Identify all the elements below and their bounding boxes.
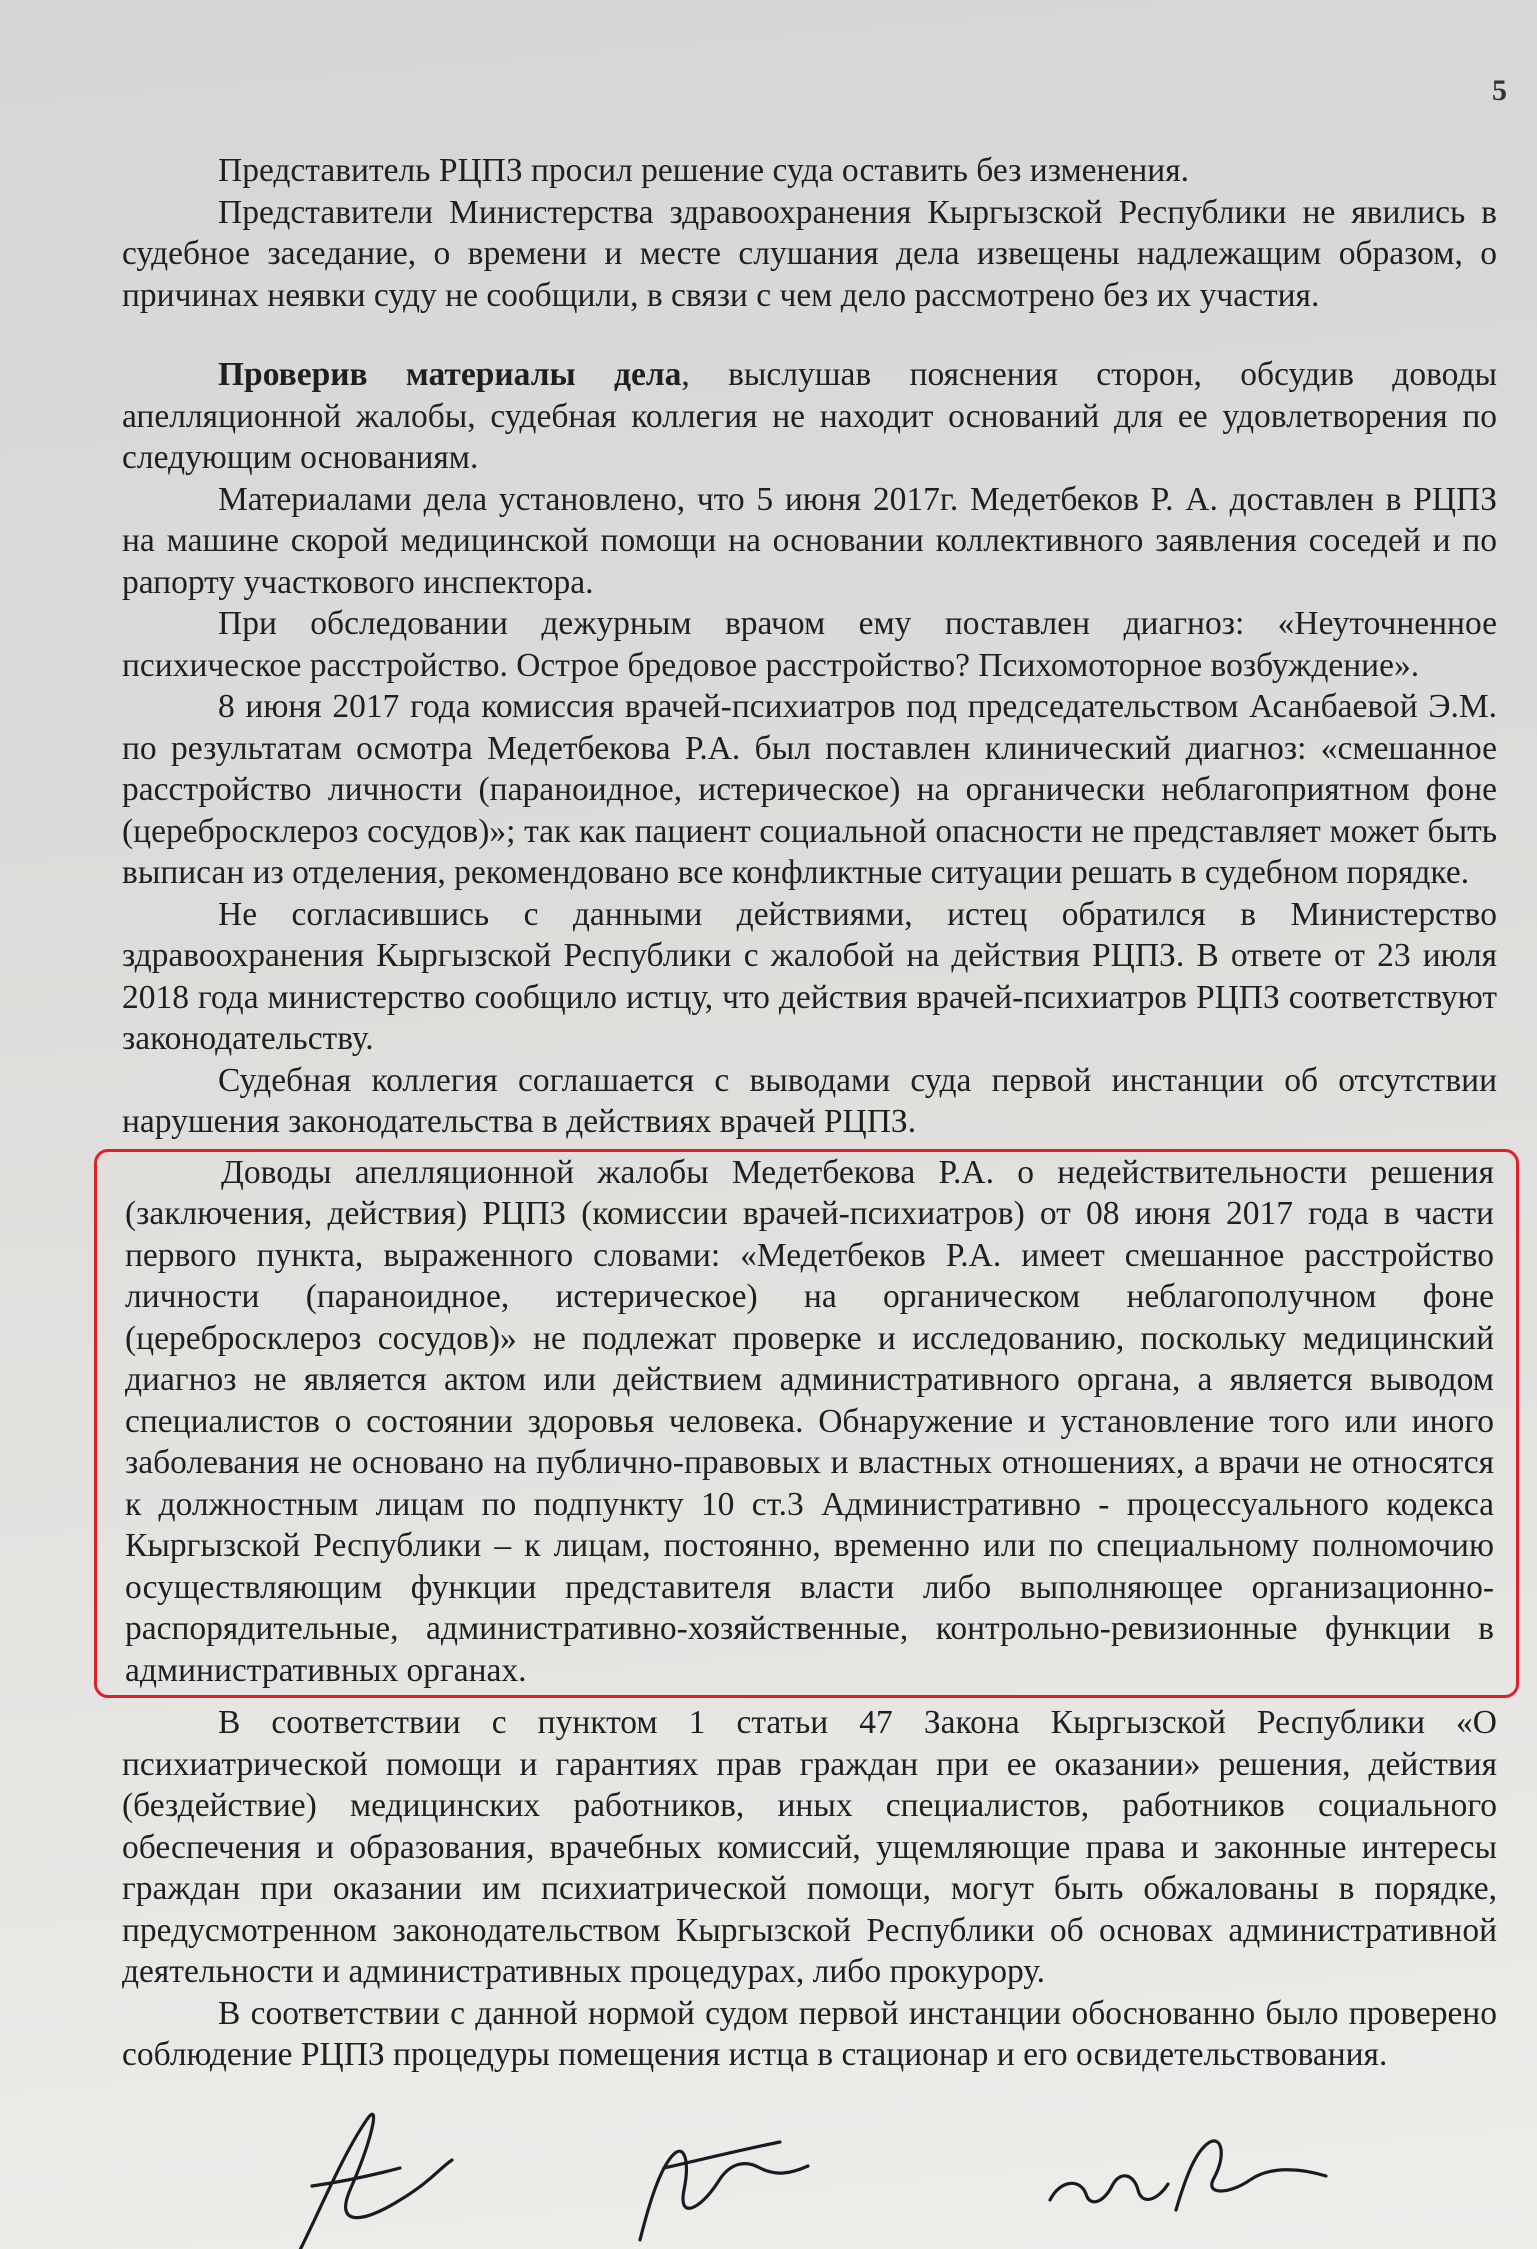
closing-paragraph-1: В соответствии с пунктом 1 статьи 47 Закона Кыргызской Республики «О психиатрической помощи и гарантиях прав граждан при ее оказании» решения, действия (бездействие) медицинских работников, иных специалистов, работников социального обеспечения и образования, врачебных комиссий, ущемляющие права и законные интересы граждан при оказании им психиатрической помощи, могут быть обжалованы в порядке, предусмотренном законодательством Кыргызской Республики об основах административной деятельности и административных процедурах, либо прокурору.: [122, 1704, 1497, 1990]
paragraph-3: [122, 354, 1497, 479]
paragraph-2: Представители Министерства здравоохранения Кыргызской Республики не явились в судебное заседание, о времени и месте слушания дела извещены надлежащим образом, о причинах неявки суду не сообщили, в связи с чем дело рассмотрено без их участия.: [122, 193, 1497, 314]
paragraph-4: Материалами дела установлено, что 5 июня 2017г. Медетбеков Р. А. доставлен в РЦПЗ на машине скорой медицинской помощи на основании коллективного заявления соседей и по рапорту участкового инспектора.: [122, 480, 1497, 601]
paragraph-5: При обследовании дежурным врачом ему поставлен диагноз: «Неуточненное психическое расстройство. Острое бредовое расстройство? Психомоторное возбуждение».: [122, 605, 1497, 684]
signature-3-icon: [1050, 2141, 1326, 2210]
signatures-area: [0, 2090, 1537, 2249]
highlighted-paragraph: Доводы апелляционной жалобы Медетбекова Р.А. о недействительности решения (заключения, действия) РЦПЗ (комиссии врачей-психиатров) от 08 июня 2017 года в части первого пункта, выраженного словами: «Медетбеков Р.А. имеет смешанное расстройство личности (параноидное, истерическое) на органическом неблагополучном фоне (церебросклероз сосудов)» не подлежат проверке и исследованию, поскольку медицинский диагноз не является актом или действием административного органа, а является выводом специалистов о состоянии здоровья человека. Обнаружение и установление того или иного заболевания не основано на публично-правовых и властных отношениях, а врачи не относятся к должностным лицам по подпункту 10 ст.3 Административно - процессуального кодекса Кыргызской Республики – к лицам, постоянно, временно или по специальному полномочию осуществляющим функции представителя власти либо выполняющее организационно-распорядительные, административно-хозяйственные, контрольно-ревизионные функции в административных органах.: [125, 1153, 1494, 1689]
paragraph-3-lead: Проверив материалы дела: [218, 356, 682, 393]
paragraph-3-text: , выслушав пояснения сторон, обсудив доводы апелляционной жалобы, судебная коллегия не находит оснований для ее удовлетворения по следующим основаниям.: [122, 356, 1497, 476]
paragraph-8: Судебная коллегия соглашается с выводами суда первой инстанции об отсутствии нарушения законодательства в действиях врачей РЦПЗ.: [122, 1061, 1497, 1140]
highlighted-annotation-box: [94, 1149, 1519, 1699]
page-number: 5: [1492, 74, 1507, 107]
signature-1-icon: [300, 2114, 452, 2249]
paragraph-7: Не согласившись с данными действиями, истец обратился в Министерство здравоохранения Кыргызской Республики с жалобой на действия РЦПЗ. В ответе от 23 июля 2018 года министерство сообщило истцу, что действия врачей-психиатров РЦПЗ соответствуют законодательству.: [122, 895, 1497, 1057]
closing-paragraph-2: В соответствии с данной нормой судом первой инстанции обоснованно было проверено соблюдение РЦПЗ процедуры помещения истца в стационар и его освидетельствования.: [122, 1994, 1497, 2073]
document-body: [122, 150, 1497, 2076]
signature-2-icon: [640, 2142, 808, 2240]
paragraph-1: Представитель РЦПЗ просил решение суда оставить без изменения.: [218, 152, 1189, 189]
paragraph-6: 8 июня 2017 года комиссия врачей-психиатров под председательством Асанбаевой Э.М. по результатам осмотра Медетбекова Р.А. был поставлен клинический диагноз: «смешанное расстройство личности (параноидное, истерическое) на органически неблагоприятном фоне (церебросклероз сосудов)»; так как пациент социальной опасности не представляет может быть выписан из отделения, рекомендовано все конфликтные ситуации решать в судебном порядке.: [122, 688, 1497, 891]
